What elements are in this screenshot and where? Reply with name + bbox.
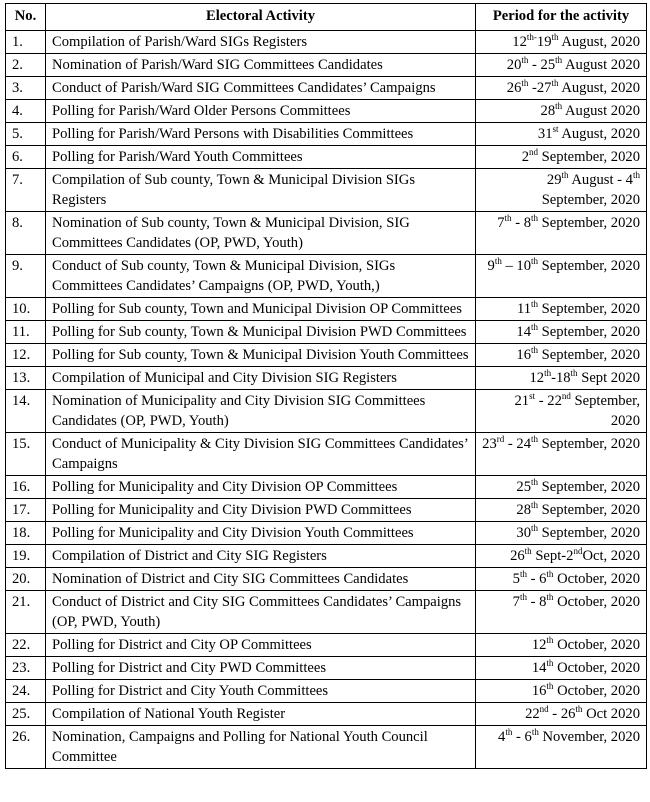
ordinal-suffix: th: [504, 213, 512, 223]
electoral-activity: Polling for Sub county, Town and Municipal Division OP Committees: [46, 298, 476, 321]
period-text: 30: [516, 525, 532, 541]
row-number: 3.: [6, 77, 46, 100]
period-text: August - 4: [568, 172, 633, 188]
period-text: October, 2020: [553, 660, 640, 676]
activity-period: [476, 123, 647, 146]
ordinal-suffix: th: [531, 727, 539, 737]
electoral-activity: Nomination of Municipality and City Division SIG Committees Candidates (OP, PWD, Youth): [46, 390, 476, 433]
activity-period: [476, 100, 647, 123]
row-number: 26.: [6, 726, 46, 769]
activity-period: [476, 169, 647, 212]
ordinal-suffix: th: [521, 55, 529, 65]
ordinal-suffix: th: [570, 368, 578, 378]
period-text: - 25: [528, 57, 556, 73]
period-text: 14: [531, 660, 547, 676]
ordinal-suffix: th: [575, 704, 583, 714]
ordinal-suffix: th: [531, 500, 539, 510]
table-row: [6, 100, 647, 123]
row-number: 2.: [6, 54, 46, 77]
period-text: September, 2020: [570, 393, 640, 429]
ordinal-suffix: th: [546, 569, 554, 579]
electoral-activity: Nomination of Parish/Ward SIG Committees Candidates: [46, 54, 476, 77]
ordinal-suffix: th: [546, 592, 554, 602]
table-row: [6, 476, 647, 499]
period-text: - 22: [535, 393, 562, 409]
period-text: September, 2020: [538, 301, 640, 317]
period-text: - 8: [526, 594, 547, 610]
ordinal-suffix: th: [505, 727, 513, 737]
period-text: 14: [516, 324, 532, 340]
electoral-activity: Polling for District and City OP Committees: [46, 634, 476, 657]
activity-period: [476, 568, 647, 591]
row-number: 24.: [6, 680, 46, 703]
period-text: 26: [506, 80, 522, 96]
row-number: 19.: [6, 545, 46, 568]
ordinal-suffix: th: [494, 256, 502, 266]
activity-period: [476, 321, 647, 344]
period-text: September, 2020: [538, 436, 640, 452]
table-row: [6, 545, 647, 568]
row-number: 11.: [6, 321, 46, 344]
row-number: 9.: [6, 255, 46, 298]
activity-period: [476, 255, 647, 298]
period-text: 28: [540, 103, 556, 119]
period-text: 19: [536, 34, 552, 50]
electoral-activity: Compilation of Sub county, Town & Municipal Division SIGs Registers: [46, 169, 476, 212]
electoral-activity: Nomination, Campaigns and Polling for National Youth Council Committee: [46, 726, 476, 769]
table-row: [6, 634, 647, 657]
period-text: August 2020: [562, 103, 640, 119]
activity-period: [476, 31, 647, 54]
period-text: August, 2020: [558, 34, 640, 50]
activity-period: [476, 146, 647, 169]
ordinal-suffix: nd: [573, 546, 583, 556]
electoral-activity: Polling for Municipality and City Division OP Committees: [46, 476, 476, 499]
activity-period: [476, 703, 647, 726]
electoral-activity: Conduct of Sub county, Town & Municipal Division, SIGs Committees Candidates’ Campaigns (OP, PWD, Youth,): [46, 255, 476, 298]
table-body: [6, 31, 647, 769]
row-number: 1.: [6, 31, 46, 54]
period-text: 23: [482, 436, 497, 452]
row-number: 15.: [6, 433, 46, 476]
table-row: [6, 726, 647, 769]
electoral-activity: Polling for Municipality and City Division PWD Committees: [46, 499, 476, 522]
ordinal-suffix: th: [544, 368, 552, 378]
ordinal-suffix: th: [531, 477, 539, 487]
electoral-schedule-table: [5, 3, 647, 769]
period-text: 26: [510, 548, 525, 564]
period-text: 28: [516, 502, 532, 518]
row-number: 25.: [6, 703, 46, 726]
period-text: 16: [531, 683, 547, 699]
table-row: [6, 499, 647, 522]
period-text: September, 2020: [538, 324, 640, 340]
row-number: 17.: [6, 499, 46, 522]
period-text: September, 2020: [538, 502, 640, 518]
period-text: 16: [516, 347, 532, 363]
electoral-activity: Polling for Parish/Ward Older Persons Committees: [46, 100, 476, 123]
period-text: 22: [525, 706, 540, 722]
electoral-activity: Compilation of Municipal and City Division SIG Registers: [46, 367, 476, 390]
period-text: – 10: [501, 258, 532, 274]
period-text: August 2020: [562, 57, 640, 73]
row-number: 5.: [6, 123, 46, 146]
period-text: Sept 2020: [577, 370, 640, 386]
period-text: Oct, 2020: [582, 548, 640, 564]
table-row: [6, 169, 647, 212]
table-row: [6, 54, 647, 77]
activity-period: [476, 54, 647, 77]
ordinal-suffix: th: [531, 345, 539, 355]
period-text: - 26: [548, 706, 576, 722]
electoral-activity: Polling for Sub county, Town & Municipal Division Youth Committees: [46, 344, 476, 367]
ordinal-suffix: th: [561, 170, 569, 180]
activity-period: [476, 726, 647, 769]
period-text: 4: [498, 729, 506, 745]
ordinal-suffix: nd: [561, 391, 571, 401]
period-text: - 6: [526, 571, 547, 587]
period-text: - 6: [512, 729, 532, 745]
table-row: [6, 703, 647, 726]
table-row: [6, 522, 647, 545]
row-number: 20.: [6, 568, 46, 591]
period-text: October, 2020: [553, 637, 640, 653]
ordinal-suffix: th: [519, 592, 527, 602]
activity-period: [476, 212, 647, 255]
table-row: [6, 367, 647, 390]
activity-period: [476, 657, 647, 680]
row-number: 8.: [6, 212, 46, 255]
electoral-activity: Polling for Sub county, Town & Municipal Division PWD Committees: [46, 321, 476, 344]
period-text: 7: [497, 215, 505, 231]
row-number: 13.: [6, 367, 46, 390]
electoral-activity: Compilation of National Youth Register: [46, 703, 476, 726]
activity-period: [476, 367, 647, 390]
header-activity: Electoral Activity: [46, 4, 476, 31]
table-row: [6, 344, 647, 367]
period-text: September, 2020: [538, 479, 640, 495]
ordinal-suffix: th: [531, 322, 539, 332]
table-row: [6, 680, 647, 703]
period-text: 5: [512, 571, 520, 587]
table-row: [6, 31, 647, 54]
activity-period: [476, 344, 647, 367]
activity-period: [476, 77, 647, 100]
row-number: 10.: [6, 298, 46, 321]
electoral-activity: Polling for Parish/Ward Youth Committees: [46, 146, 476, 169]
electoral-activity: Polling for District and City Youth Committees: [46, 680, 476, 703]
electoral-activity: Nomination of District and City SIG Committees Candidates: [46, 568, 476, 591]
row-number: 23.: [6, 657, 46, 680]
table-row: [6, 123, 647, 146]
period-text: -27: [528, 80, 552, 96]
row-number: 18.: [6, 522, 46, 545]
row-number: 12.: [6, 344, 46, 367]
ordinal-suffix: th: [531, 434, 539, 444]
ordinal-suffix: st: [552, 124, 559, 134]
period-text: 12: [512, 34, 527, 50]
period-text: October, 2020: [553, 571, 640, 587]
ordinal-suffix: th: [555, 101, 563, 111]
table-row: [6, 298, 647, 321]
period-text: 21: [514, 393, 530, 409]
period-text: Sept-2: [531, 548, 574, 564]
period-text: September, 2020: [538, 347, 640, 363]
activity-period: [476, 680, 647, 703]
ordinal-suffix: nd: [539, 704, 549, 714]
row-number: 7.: [6, 169, 46, 212]
row-number: 16.: [6, 476, 46, 499]
activity-period: [476, 476, 647, 499]
electoral-activity: Polling for Parish/Ward Persons with Disabilities Committees: [46, 123, 476, 146]
period-text: Oct 2020: [582, 706, 640, 722]
ordinal-suffix: th: [632, 170, 640, 180]
activity-period: [476, 433, 647, 476]
period-text: September, 2020: [538, 525, 640, 541]
period-text: 12: [531, 637, 547, 653]
period-text: 31: [537, 126, 553, 142]
row-number: 21.: [6, 591, 46, 634]
period-text: 25: [516, 479, 532, 495]
period-text: November, 2020: [538, 729, 640, 745]
activity-period: [476, 522, 647, 545]
ordinal-suffix: nd: [529, 147, 539, 157]
table-row: [6, 77, 647, 100]
period-text: 20: [506, 57, 522, 73]
period-text: - 24: [504, 436, 532, 452]
period-text: September, 2020: [541, 192, 640, 208]
activity-period: [476, 298, 647, 321]
period-text: August, 2020: [558, 126, 640, 142]
row-number: 6.: [6, 146, 46, 169]
table-row: [6, 212, 647, 255]
electoral-activity: Polling for District and City PWD Committees: [46, 657, 476, 680]
period-text: - 8: [511, 215, 532, 231]
ordinal-suffix: th: [555, 55, 563, 65]
table-row: [6, 591, 647, 634]
table-row: [6, 390, 647, 433]
ordinal-suffix: th: [546, 658, 554, 668]
activity-period: [476, 545, 647, 568]
electoral-activity: Conduct of Municipality & City Division SIG Committees Candidates’ Campaigns: [46, 433, 476, 476]
activity-period: [476, 591, 647, 634]
period-text: September, 2020: [538, 258, 640, 274]
electoral-activity: Nomination of Sub county, Town & Municipal Division, SIG Committees Candidates (OP, PWD, Youth): [46, 212, 476, 255]
ordinal-suffix: th: [524, 546, 532, 556]
row-number: 4.: [6, 100, 46, 123]
header-no: No.: [6, 4, 46, 31]
ordinal-suffix: th: [531, 299, 539, 309]
period-text: -18: [551, 370, 571, 386]
ordinal-suffix: th: [531, 256, 539, 266]
electoral-activity: Compilation of District and City SIG Registers: [46, 545, 476, 568]
electoral-activity: Conduct of Parish/Ward SIG Committees Candidates’ Campaigns: [46, 77, 476, 100]
table-row: [6, 255, 647, 298]
ordinal-suffix: th: [546, 635, 554, 645]
table-row: [6, 433, 647, 476]
row-number: 14.: [6, 390, 46, 433]
ordinal-suffix: th: [551, 78, 559, 88]
period-text: 7: [512, 594, 520, 610]
ordinal-suffix: th: [521, 78, 529, 88]
ordinal-suffix: th: [551, 32, 559, 42]
header-row: [6, 4, 647, 31]
period-text: September, 2020: [538, 149, 640, 165]
table-row: [6, 568, 647, 591]
period-text: 11: [516, 301, 532, 317]
ordinal-suffix: st: [529, 391, 536, 401]
table-row: [6, 146, 647, 169]
period-text: 12: [529, 370, 545, 386]
electoral-activity: Conduct of District and City SIG Committees Candidates’ Campaigns (OP, PWD, Youth): [46, 591, 476, 634]
table-row: [6, 657, 647, 680]
period-text: 9: [487, 258, 495, 274]
ordinal-suffix: th: [531, 523, 539, 533]
ordinal-suffix: th: [546, 681, 554, 691]
period-text: September, 2020: [538, 215, 640, 231]
activity-period: [476, 634, 647, 657]
period-text: 2: [521, 149, 530, 165]
period-text: 29: [546, 172, 562, 188]
period-text: October, 2020: [553, 594, 640, 610]
ordinal-suffix: th: [531, 213, 539, 223]
period-text: August, 2020: [558, 80, 640, 96]
electoral-activity: Polling for Municipality and City Division Youth Committees: [46, 522, 476, 545]
row-number: 22.: [6, 634, 46, 657]
period-text: October, 2020: [553, 683, 640, 699]
ordinal-suffix: rd: [496, 434, 505, 444]
ordinal-suffix: th-: [526, 32, 537, 42]
header-period: Period for the activity: [476, 4, 647, 31]
activity-period: [476, 499, 647, 522]
table-row: [6, 321, 647, 344]
activity-period: [476, 390, 647, 433]
electoral-activity: Compilation of Parish/Ward SIGs Registers: [46, 31, 476, 54]
ordinal-suffix: th: [519, 569, 527, 579]
